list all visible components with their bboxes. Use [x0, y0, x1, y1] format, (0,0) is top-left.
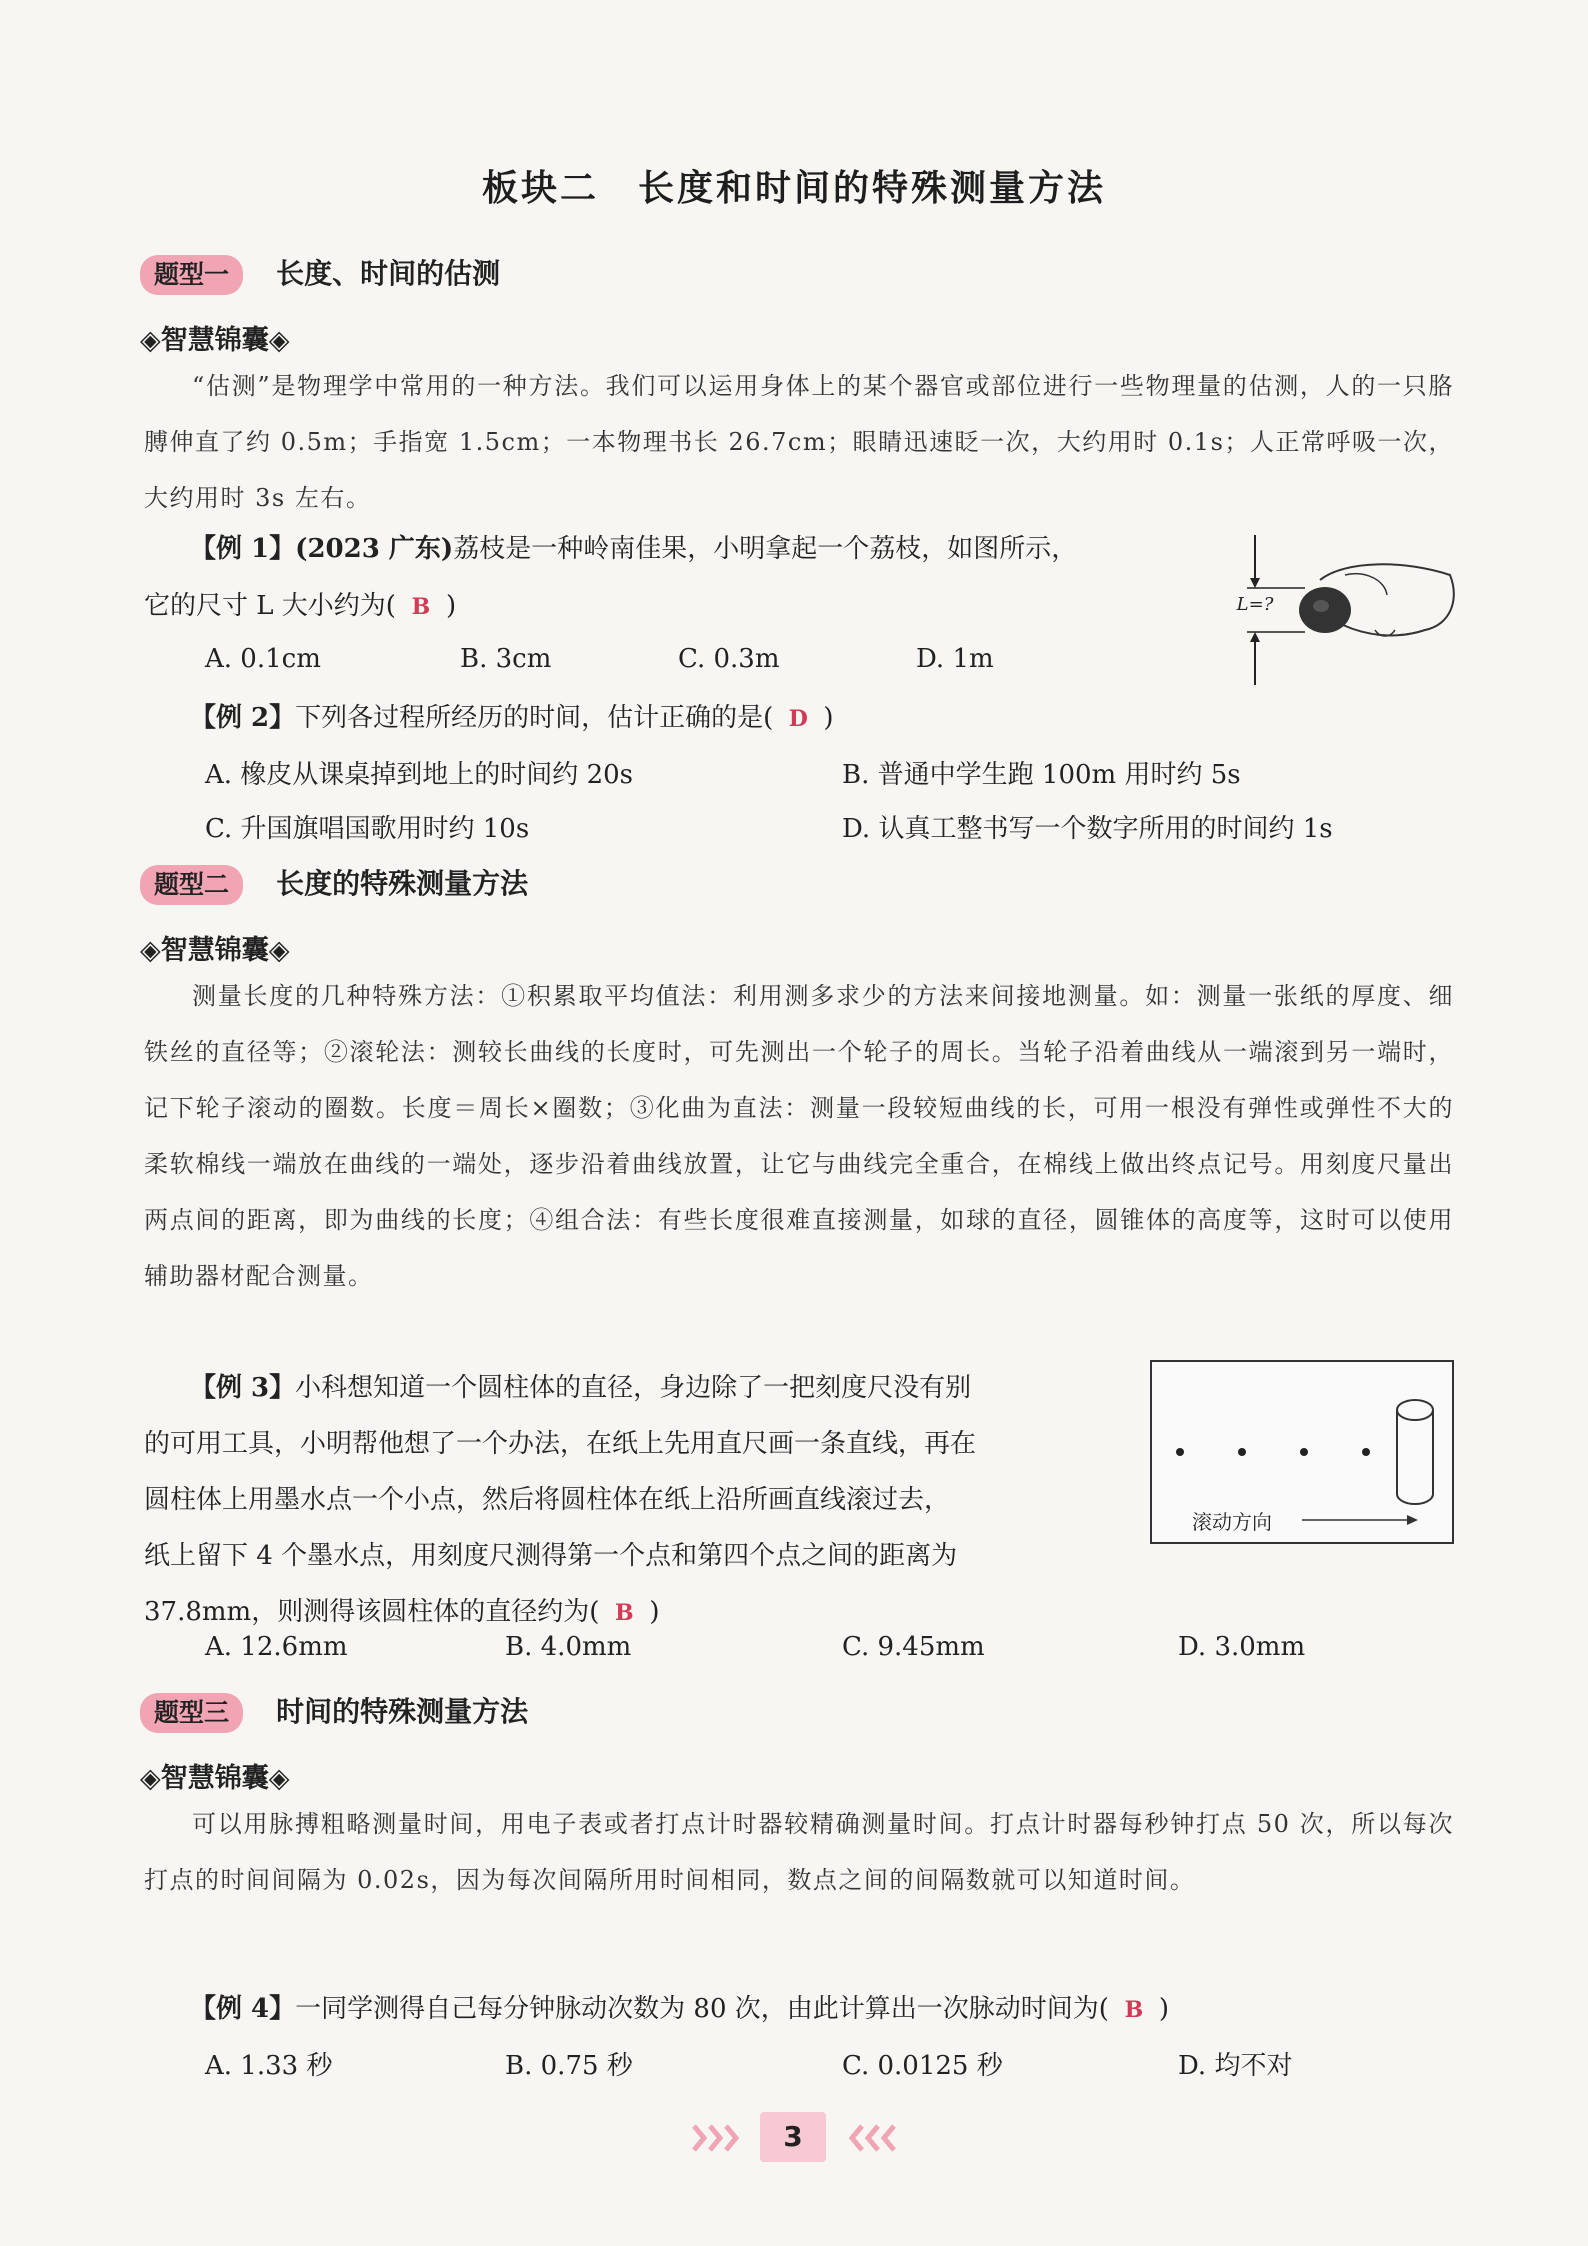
- example-3-stem: 【例 3】小科想知道一个圆柱体的直径，身边除了一把刻度尺没有别 的可用工具，小明帮他想了一个办法，在纸上先用直尺画一条直线，再在 圆柱体上用墨水点一个小点，然后将圆柱体在纸上沿所画直线滚过去， 纸上留下 4 个墨水点，用刻度尺测得第一个点和第四个点之间的距离为 37.8mm，则测得该圆柱体的直径约为( B ): [144, 1360, 1134, 1641]
- wisdom-pocket-label: ◈智慧锦囊◈: [140, 935, 290, 966]
- section-heading: 长度、时间的估测: [276, 257, 501, 290]
- option: D. 1m: [916, 644, 994, 674]
- section-tag: 题型二: [140, 865, 243, 905]
- section-1-header: [140, 252, 500, 295]
- page-number-box: [760, 2112, 826, 2162]
- section-tag: 题型一: [140, 255, 243, 295]
- wisdom-pocket-label: ◈智慧锦囊◈: [140, 325, 290, 356]
- answer-mark: B: [411, 594, 431, 620]
- option: B. 0.75 秒: [505, 2051, 633, 2081]
- section-3-header: [140, 1690, 528, 1733]
- option: B. 4.0mm: [505, 1632, 632, 1662]
- example-1-stem-line2: 它的尺寸 L 大小约为( B ): [144, 591, 457, 621]
- option: D. 均不对: [1178, 2051, 1293, 2081]
- page-number: 3: [783, 2120, 803, 2153]
- tip-paragraph: “估测”是物理学中常用的一种方法。我们可以运用身体上的某个器官或部位进行一些物理量的估测，人的一只胳膊伸直了约 0.5m；手指宽 1.5cm；一本物理书长 26.7cm；眼睛迅速眨一次，大约用时 0.1s；人正常呼吸一次，大约用时 3s 左右。: [144, 372, 1454, 512]
- page-title: 板块二 长度和时间的特殊测量方法: [481, 168, 1106, 209]
- option: C. 0.0125 秒: [842, 2051, 1003, 2081]
- figure-label: 滚动方向: [1192, 1510, 1272, 1534]
- option: C. 0.3m: [678, 644, 780, 674]
- section-heading: 时间的特殊测量方法: [276, 1695, 529, 1728]
- example-1-stem: 【例 1】(2023 广东)荔枝是一种岭南佳果，小明拿起一个荔枝，如图所示，: [190, 534, 1078, 564]
- rolling-cylinder-figure: [1150, 1360, 1454, 1544]
- option: B. 3cm: [460, 644, 552, 674]
- answer-mark: B: [1124, 1997, 1144, 2023]
- section-tag: 题型三: [140, 1693, 243, 1733]
- section-2-header: [140, 862, 528, 905]
- section-heading: 长度的特殊测量方法: [276, 867, 529, 900]
- option: A. 橡皮从课桌掉到地上的时间约 20s: [205, 760, 633, 790]
- option: A. 0.1cm: [205, 644, 321, 674]
- tip-paragraph: 测量长度的几种特殊方法：①积累取平均值法：利用测多求少的方法来间接地测量。如：测量一张纸的厚度、细铁丝的直径等；②滚轮法：测较长曲线的长度时，可先测出一个轮子的周长。当轮子沿着曲线从一端滚到另一端时，记下轮子滚动的圈数。长度＝周长×圈数；③化曲为直法：测量一段较短曲线的长，可用一根没有弹性或弹性不大的柔软棉线一端放在曲线的一端处，逐步沿着曲线放置，让它与曲线完全重合，在棉线上做出终点记号。用刻度尺量出两点间的距离，即为曲线的长度；④组合法：有些长度很难直接测量，如球的直径，圆锥体的高度等，这时可以使用辅助器材配合测量。: [144, 982, 1454, 1290]
- option: B. 普通中学生跑 100m 用时约 5s: [842, 760, 1241, 790]
- example-4-stem: 【例 4】一同学测得自己每分钟脉动次数为 80 次，由此计算出一次脉动时间为( B ): [190, 1994, 1170, 2024]
- lychee-figure: [1225, 530, 1465, 690]
- figure-label: L=?: [1236, 594, 1274, 615]
- answer-mark: D: [788, 706, 808, 732]
- example-2-stem: 【例 2】下列各过程所经历的时间，估计正确的是( D ): [190, 703, 834, 733]
- option: C. 9.45mm: [842, 1632, 985, 1662]
- right-chevrons-icon: [838, 2118, 898, 2158]
- option: D. 3.0mm: [1178, 1632, 1306, 1662]
- option: D. 认真工整书写一个数字所用的时间约 1s: [842, 814, 1333, 844]
- option: C. 升国旗唱国歌用时约 10s: [205, 814, 530, 844]
- wisdom-pocket-label: ◈智慧锦囊◈: [140, 1763, 290, 1794]
- left-chevrons-icon: [690, 2118, 750, 2158]
- option: A. 12.6mm: [205, 1632, 348, 1662]
- tip-paragraph: 可以用脉搏粗略测量时间，用电子表或者打点计时器较精确测量时间。打点计时器每秒钟打点 50 次，所以每次打点的时间间隔为 0.02s，因为每次间隔所用时间相同，数点之间的间隔数就可以知道时间。: [144, 1810, 1454, 1894]
- option: A. 1.33 秒: [205, 2051, 333, 2081]
- answer-mark: B: [615, 1600, 634, 1626]
